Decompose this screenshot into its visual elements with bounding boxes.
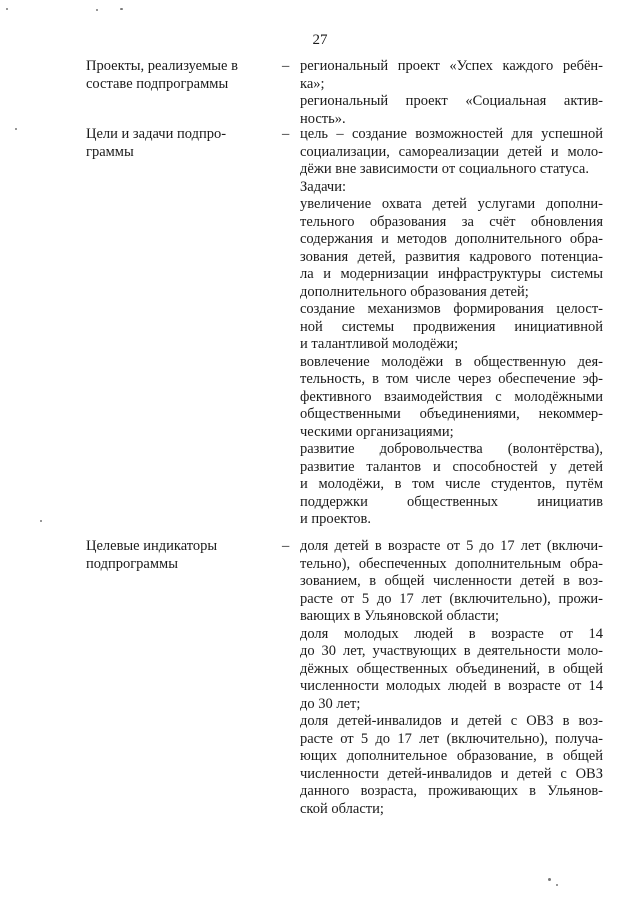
text-line: ческими организациями; <box>300 423 454 440</box>
section-dash: – <box>282 58 290 74</box>
text-line: данного возраста, проживающих в Ульянов- <box>300 783 603 799</box>
text-line: ла и модернизации инфраструктуры системы <box>300 266 603 282</box>
text-line: ной системы продвижения инициативной <box>300 318 603 335</box>
text-line: вовлечение молодёжи в общественную дея- <box>300 353 603 370</box>
text-line: численности детей-инвалидов и детей с ОВЗ <box>300 765 603 782</box>
paragraph <box>300 713 603 818</box>
paragraph <box>300 354 603 442</box>
scan-speck <box>15 128 17 130</box>
paragraph <box>300 441 603 529</box>
section-content <box>300 126 603 529</box>
text-line: зования детей, развития кадрового потенциа- <box>300 248 603 265</box>
scan-speck <box>96 9 98 11</box>
text-line: создание механизмов формирования целост- <box>300 301 603 317</box>
text-line: ской области; <box>300 800 384 817</box>
text-line: развитие добровольчества (волонтёрства), <box>300 441 603 457</box>
text-line: общественными объединениями, некоммер- <box>300 406 603 422</box>
text-line: тельность, в том числе через обеспечение эф- <box>300 371 603 387</box>
text-line: дополнительного образования детей; <box>300 283 529 300</box>
text-line: социализации, самореализации детей и моло- <box>300 143 603 160</box>
label-line: подпрограммы <box>86 555 178 572</box>
text-line: и талантливой молодёжи; <box>300 336 459 352</box>
text-line: ющих дополнительное образование, в общей <box>300 748 603 764</box>
section-content <box>300 538 603 818</box>
label-line: Проекты, реализуемые в <box>86 58 238 74</box>
scan-speck <box>548 878 551 881</box>
text-line: доля детей-инвалидов и детей с ОВЗ в воз- <box>300 713 603 729</box>
scan-speck <box>120 8 123 10</box>
paragraph <box>300 126 603 179</box>
text-line: содержания и методов дополнительного обра- <box>300 231 603 247</box>
text-line: до 30 лет; <box>300 695 361 712</box>
text-line: тельно), обеспеченных дополнительным обра- <box>300 555 603 572</box>
paragraph <box>300 93 603 128</box>
text-line: дёжи вне зависимости от социального статуса. <box>300 161 589 177</box>
text-line: доля молодых людей в возрасте от 14 <box>300 625 603 642</box>
scan-speck <box>6 8 8 10</box>
page-number: 27 <box>312 32 328 48</box>
paragraph <box>300 179 603 197</box>
label-line: составе подпрограммы <box>86 75 229 92</box>
label-line: Цели и задачи подпро- <box>86 126 227 142</box>
text-line: численности молодых людей в возрасте от 14 <box>300 678 603 694</box>
text-line: дёжных общественных объединений, в общей <box>300 660 603 677</box>
text-line: ность». <box>300 110 346 127</box>
text-line: вающих в Ульяновской области; <box>300 608 499 624</box>
text-line: расте от 5 до 17 лет (включительно), получа- <box>300 730 603 747</box>
section-dash: – <box>282 126 290 142</box>
paragraph <box>300 301 603 354</box>
text-line: Задачи: <box>300 178 347 195</box>
section-content <box>300 58 603 128</box>
section-label <box>86 58 271 93</box>
paragraph <box>300 538 603 626</box>
scan-speck <box>556 884 558 886</box>
text-line: зованием, в общей численности детей в воз- <box>300 573 603 589</box>
scan-speck <box>40 520 42 522</box>
section-dash: – <box>282 538 290 554</box>
text-line: и молодёжи, в том числе студентов, путём <box>300 476 603 492</box>
text-line: ка»; <box>300 75 325 92</box>
text-line: и проектов. <box>300 511 371 527</box>
paragraph <box>300 196 603 301</box>
section-label <box>86 126 271 161</box>
text-line: поддержки общественных инициатив <box>300 493 603 510</box>
text-line: расте от 5 до 17 лет (включительно), прожи- <box>300 590 603 607</box>
text-line: доля детей в возрасте от 5 до 17 лет (включи- <box>300 538 603 554</box>
text-line: развитие талантов и способностей у детей <box>300 458 603 475</box>
text-line: региональный проект «Успех каждого ребён- <box>300 58 603 74</box>
text-line: тельного образования за счёт обновления <box>300 213 603 230</box>
text-line: до 30 лет, участвующих в деятельности моло- <box>300 643 603 659</box>
text-line: региональный проект «Социальная актив- <box>300 93 603 109</box>
text-line: цель – создание возможностей для успешной <box>300 126 603 142</box>
section-label <box>86 538 271 573</box>
text-line: фективного взаимодействия с молодёжными <box>300 388 603 405</box>
paragraph <box>300 626 603 714</box>
label-line: граммы <box>86 143 134 160</box>
text-line: увеличение охвата детей услугами дополни- <box>300 196 603 212</box>
paragraph <box>300 58 603 93</box>
label-line: Целевые индикаторы <box>86 538 218 554</box>
